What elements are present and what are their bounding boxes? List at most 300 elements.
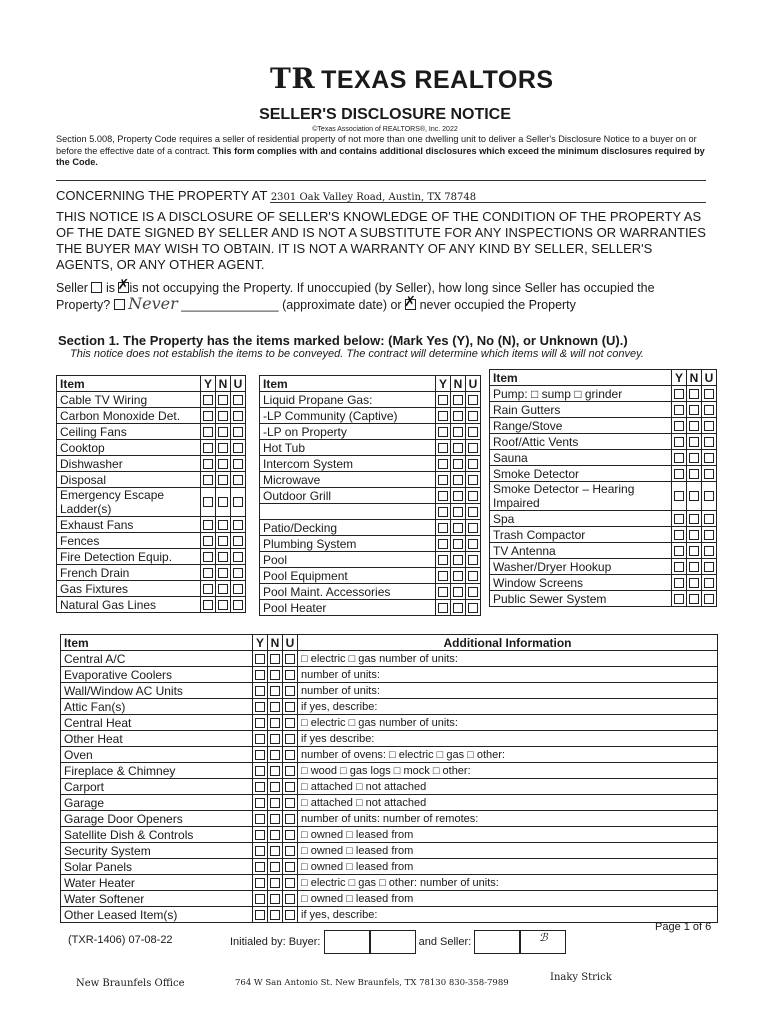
checkbox[interactable] <box>270 798 280 808</box>
y-checkbox-cell[interactable] <box>253 907 268 923</box>
checkbox[interactable] <box>468 443 478 453</box>
u-checkbox-cell[interactable] <box>231 392 246 408</box>
y-checkbox-cell[interactable] <box>672 543 687 559</box>
n-checkbox-cell[interactable] <box>216 424 231 440</box>
y-checkbox-cell[interactable] <box>672 434 687 450</box>
checkbox[interactable] <box>704 546 714 556</box>
checkbox[interactable] <box>270 862 280 872</box>
y-checkbox-cell[interactable] <box>436 584 451 600</box>
checkbox[interactable] <box>468 587 478 597</box>
checkbox[interactable] <box>689 546 699 556</box>
u-checkbox-cell[interactable] <box>283 859 298 875</box>
checkbox[interactable] <box>233 443 243 453</box>
n-checkbox-cell[interactable] <box>216 440 231 456</box>
checkbox[interactable] <box>689 530 699 540</box>
n-checkbox-cell[interactable] <box>451 440 466 456</box>
checkbox[interactable] <box>270 910 280 920</box>
checkbox[interactable] <box>438 523 448 533</box>
checkbox[interactable] <box>255 798 265 808</box>
u-checkbox-cell[interactable] <box>466 552 481 568</box>
checkbox[interactable] <box>438 459 448 469</box>
n-checkbox-cell[interactable] <box>268 731 283 747</box>
u-checkbox-cell[interactable] <box>231 488 246 517</box>
checkbox[interactable] <box>255 670 265 680</box>
y-checkbox-cell[interactable] <box>201 424 216 440</box>
checkbox[interactable] <box>270 846 280 856</box>
checkbox[interactable] <box>285 702 295 712</box>
checkbox[interactable] <box>468 571 478 581</box>
checkbox[interactable] <box>255 750 265 760</box>
n-checkbox-cell[interactable] <box>268 875 283 891</box>
n-checkbox-cell[interactable] <box>216 517 231 533</box>
n-checkbox-cell[interactable] <box>451 552 466 568</box>
n-checkbox-cell[interactable] <box>268 651 283 667</box>
property-address[interactable]: 2301 Oak Valley Road, Austin, TX 78748 <box>270 192 477 203</box>
u-checkbox-cell[interactable] <box>283 731 298 747</box>
checkbox[interactable] <box>453 587 463 597</box>
checkbox[interactable] <box>468 523 478 533</box>
u-checkbox-cell[interactable] <box>283 715 298 731</box>
u-checkbox-cell[interactable] <box>466 536 481 552</box>
y-checkbox-cell[interactable] <box>436 456 451 472</box>
u-checkbox-cell[interactable] <box>231 549 246 565</box>
checkbox[interactable] <box>689 437 699 447</box>
checkbox[interactable] <box>438 411 448 421</box>
checkbox[interactable] <box>704 578 714 588</box>
u-checkbox-cell[interactable] <box>283 747 298 763</box>
checkbox[interactable] <box>270 814 280 824</box>
checkbox[interactable] <box>689 469 699 479</box>
checkbox[interactable] <box>674 514 684 524</box>
y-checkbox-cell[interactable] <box>672 575 687 591</box>
n-checkbox-cell[interactable] <box>268 811 283 827</box>
n-checkbox-cell[interactable] <box>687 466 702 482</box>
u-checkbox-cell[interactable] <box>466 520 481 536</box>
checkbox[interactable] <box>270 670 280 680</box>
handwritten-never[interactable]: Never <box>128 294 178 313</box>
checkbox[interactable] <box>438 475 448 485</box>
u-checkbox-cell[interactable] <box>466 440 481 456</box>
checkbox[interactable] <box>674 530 684 540</box>
u-checkbox-cell[interactable] <box>283 779 298 795</box>
n-checkbox-cell[interactable] <box>687 543 702 559</box>
u-checkbox-cell[interactable] <box>231 424 246 440</box>
n-checkbox-cell[interactable] <box>268 795 283 811</box>
checkbox[interactable] <box>674 437 684 447</box>
checkbox[interactable] <box>438 395 448 405</box>
buyer-initial-2[interactable] <box>370 930 416 954</box>
checkbox[interactable] <box>203 475 213 485</box>
y-checkbox-cell[interactable] <box>201 456 216 472</box>
u-checkbox-cell[interactable] <box>702 543 717 559</box>
y-checkbox-cell[interactable] <box>672 482 687 511</box>
checkbox[interactable] <box>203 427 213 437</box>
checkbox[interactable] <box>203 584 213 594</box>
checkbox[interactable] <box>689 389 699 399</box>
checkbox[interactable] <box>468 411 478 421</box>
checkbox[interactable] <box>285 798 295 808</box>
checkbox[interactable] <box>255 702 265 712</box>
u-checkbox-cell[interactable] <box>466 408 481 424</box>
n-checkbox-cell[interactable] <box>216 408 231 424</box>
checkbox[interactable] <box>438 507 448 517</box>
checkbox[interactable] <box>270 654 280 664</box>
u-checkbox-cell[interactable] <box>231 440 246 456</box>
checkbox[interactable] <box>255 878 265 888</box>
n-checkbox-cell[interactable] <box>216 565 231 581</box>
checkbox[interactable] <box>285 686 295 696</box>
n-checkbox-cell[interactable] <box>216 488 231 517</box>
y-checkbox-cell[interactable] <box>672 418 687 434</box>
checkbox[interactable] <box>203 443 213 453</box>
seller-initial-1[interactable] <box>474 930 520 954</box>
n-checkbox-cell[interactable] <box>451 424 466 440</box>
checkbox[interactable] <box>438 571 448 581</box>
checkbox[interactable] <box>704 453 714 463</box>
y-checkbox-cell[interactable] <box>253 667 268 683</box>
y-checkbox-cell[interactable] <box>201 472 216 488</box>
checkbox[interactable] <box>218 552 228 562</box>
checkbox[interactable] <box>285 862 295 872</box>
n-checkbox-cell[interactable] <box>687 482 702 511</box>
checkbox[interactable] <box>285 750 295 760</box>
checkbox[interactable] <box>203 497 213 507</box>
checkbox[interactable] <box>218 497 228 507</box>
u-checkbox-cell[interactable] <box>466 504 481 520</box>
y-checkbox-cell[interactable] <box>436 504 451 520</box>
checkbox[interactable] <box>233 497 243 507</box>
additional-info[interactable]: □ attached □ not attached <box>298 795 718 811</box>
checkbox[interactable] <box>453 507 463 517</box>
checkbox[interactable] <box>704 562 714 572</box>
u-checkbox-cell[interactable] <box>702 434 717 450</box>
checkbox[interactable] <box>468 427 478 437</box>
checkbox[interactable] <box>233 395 243 405</box>
n-checkbox-cell[interactable] <box>687 511 702 527</box>
checkbox[interactable] <box>255 862 265 872</box>
y-checkbox-cell[interactable] <box>253 827 268 843</box>
y-checkbox-cell[interactable] <box>672 402 687 418</box>
y-checkbox-cell[interactable] <box>672 466 687 482</box>
y-checkbox-cell[interactable] <box>201 581 216 597</box>
y-checkbox-cell[interactable] <box>253 715 268 731</box>
u-checkbox-cell[interactable] <box>702 591 717 607</box>
n-checkbox-cell[interactable] <box>687 418 702 434</box>
y-checkbox-cell[interactable] <box>201 488 216 517</box>
additional-info[interactable]: if yes describe: <box>298 731 718 747</box>
u-checkbox-cell[interactable] <box>283 811 298 827</box>
u-checkbox-cell[interactable] <box>231 408 246 424</box>
checkbox[interactable] <box>270 734 280 744</box>
checkbox[interactable] <box>438 443 448 453</box>
additional-info[interactable]: number of ovens: □ electric □ gas □ other: <box>298 747 718 763</box>
u-checkbox-cell[interactable] <box>702 450 717 466</box>
checkbox[interactable] <box>704 469 714 479</box>
n-checkbox-cell[interactable] <box>216 392 231 408</box>
checkbox[interactable] <box>233 459 243 469</box>
checkbox[interactable] <box>233 568 243 578</box>
y-checkbox-cell[interactable] <box>253 763 268 779</box>
checkbox[interactable] <box>468 491 478 501</box>
checkbox[interactable] <box>438 427 448 437</box>
additional-info[interactable]: □ owned □ leased from <box>298 827 718 843</box>
u-checkbox-cell[interactable] <box>283 795 298 811</box>
checkbox[interactable] <box>285 734 295 744</box>
checkbox[interactable] <box>255 814 265 824</box>
checkbox[interactable] <box>255 686 265 696</box>
additional-info[interactable]: □ owned □ leased from <box>298 859 718 875</box>
checkbox[interactable] <box>270 686 280 696</box>
checkbox[interactable] <box>218 600 228 610</box>
checkbox[interactable] <box>453 539 463 549</box>
additional-info[interactable]: □ owned □ leased from <box>298 891 718 907</box>
checkbox[interactable] <box>674 578 684 588</box>
u-checkbox-cell[interactable] <box>702 418 717 434</box>
checkbox[interactable] <box>468 459 478 469</box>
u-checkbox-cell[interactable] <box>283 843 298 859</box>
checkbox[interactable] <box>468 555 478 565</box>
checkbox[interactable] <box>285 766 295 776</box>
checkbox[interactable] <box>438 603 448 613</box>
u-checkbox-cell[interactable] <box>702 402 717 418</box>
checkbox[interactable] <box>453 555 463 565</box>
checkbox[interactable] <box>674 405 684 415</box>
u-checkbox-cell[interactable] <box>283 875 298 891</box>
y-checkbox-cell[interactable] <box>201 517 216 533</box>
checkbox[interactable] <box>255 734 265 744</box>
y-checkbox-cell[interactable] <box>253 731 268 747</box>
y-checkbox-cell[interactable] <box>436 424 451 440</box>
u-checkbox-cell[interactable] <box>702 575 717 591</box>
checkbox[interactable] <box>233 475 243 485</box>
u-checkbox-cell[interactable] <box>231 456 246 472</box>
checkbox[interactable] <box>233 536 243 546</box>
y-checkbox-cell[interactable] <box>201 440 216 456</box>
checkbox[interactable] <box>255 718 265 728</box>
checkbox[interactable] <box>468 395 478 405</box>
checkbox[interactable] <box>285 878 295 888</box>
n-checkbox-cell[interactable] <box>451 584 466 600</box>
y-checkbox-cell[interactable] <box>253 843 268 859</box>
n-checkbox-cell[interactable] <box>451 392 466 408</box>
y-checkbox-cell[interactable] <box>436 488 451 504</box>
u-checkbox-cell[interactable] <box>466 392 481 408</box>
n-checkbox-cell[interactable] <box>216 581 231 597</box>
y-checkbox-cell[interactable] <box>436 600 451 616</box>
additional-info[interactable]: if yes, describe: <box>298 699 718 715</box>
checkbox[interactable] <box>285 670 295 680</box>
y-checkbox-cell[interactable] <box>201 549 216 565</box>
never-occupied-checkbox[interactable] <box>405 299 416 310</box>
additional-info[interactable]: □ wood □ gas logs □ mock □ other: <box>298 763 718 779</box>
checkbox[interactable] <box>270 782 280 792</box>
checkbox[interactable] <box>704 437 714 447</box>
checkbox[interactable] <box>453 427 463 437</box>
u-checkbox-cell[interactable] <box>466 600 481 616</box>
checkbox[interactable] <box>203 459 213 469</box>
y-checkbox-cell[interactable] <box>253 779 268 795</box>
u-checkbox-cell[interactable] <box>231 581 246 597</box>
n-checkbox-cell[interactable] <box>268 907 283 923</box>
y-checkbox-cell[interactable] <box>201 533 216 549</box>
checkbox[interactable] <box>689 453 699 463</box>
checkbox[interactable] <box>270 750 280 760</box>
checkbox[interactable] <box>453 475 463 485</box>
additional-info[interactable]: □ attached □ not attached <box>298 779 718 795</box>
y-checkbox-cell[interactable] <box>201 597 216 613</box>
y-checkbox-cell[interactable] <box>436 568 451 584</box>
n-checkbox-cell[interactable] <box>268 779 283 795</box>
y-checkbox-cell[interactable] <box>672 559 687 575</box>
u-checkbox-cell[interactable] <box>283 763 298 779</box>
n-checkbox-cell[interactable] <box>268 683 283 699</box>
checkbox[interactable] <box>203 600 213 610</box>
u-checkbox-cell[interactable] <box>283 683 298 699</box>
u-checkbox-cell[interactable] <box>231 517 246 533</box>
checkbox[interactable] <box>218 395 228 405</box>
y-checkbox-cell[interactable] <box>253 811 268 827</box>
u-checkbox-cell[interactable] <box>283 891 298 907</box>
u-checkbox-cell[interactable] <box>702 386 717 402</box>
checkbox[interactable] <box>453 603 463 613</box>
additional-info[interactable]: □ owned □ leased from <box>298 843 718 859</box>
u-checkbox-cell[interactable] <box>466 488 481 504</box>
y-checkbox-cell[interactable] <box>201 565 216 581</box>
y-checkbox-cell[interactable] <box>253 891 268 907</box>
checkbox[interactable] <box>203 520 213 530</box>
checkbox[interactable] <box>453 395 463 405</box>
n-checkbox-cell[interactable] <box>687 559 702 575</box>
y-checkbox-cell[interactable] <box>253 747 268 763</box>
n-checkbox-cell[interactable] <box>451 472 466 488</box>
checkbox[interactable] <box>218 443 228 453</box>
checkbox[interactable] <box>233 600 243 610</box>
u-checkbox-cell[interactable] <box>231 533 246 549</box>
checkbox[interactable] <box>285 654 295 664</box>
y-checkbox-cell[interactable] <box>672 591 687 607</box>
n-checkbox-cell[interactable] <box>268 827 283 843</box>
u-checkbox-cell[interactable] <box>702 466 717 482</box>
y-checkbox-cell[interactable] <box>672 511 687 527</box>
checkbox[interactable] <box>255 654 265 664</box>
y-checkbox-cell[interactable] <box>253 875 268 891</box>
checkbox[interactable] <box>255 846 265 856</box>
is-not-occupying-checkbox[interactable] <box>118 282 129 293</box>
additional-info[interactable]: number of units: number of remotes: <box>298 811 718 827</box>
n-checkbox-cell[interactable] <box>268 747 283 763</box>
checkbox[interactable] <box>468 603 478 613</box>
checkbox[interactable] <box>674 421 684 431</box>
n-checkbox-cell[interactable] <box>268 891 283 907</box>
u-checkbox-cell[interactable] <box>283 651 298 667</box>
u-checkbox-cell[interactable] <box>466 568 481 584</box>
checkbox[interactable] <box>285 894 295 904</box>
occupied-date-checkbox[interactable] <box>114 299 125 310</box>
checkbox[interactable] <box>218 475 228 485</box>
checkbox[interactable] <box>674 546 684 556</box>
checkbox[interactable] <box>689 578 699 588</box>
n-checkbox-cell[interactable] <box>451 504 466 520</box>
checkbox[interactable] <box>270 830 280 840</box>
n-checkbox-cell[interactable] <box>268 699 283 715</box>
checkbox[interactable] <box>285 910 295 920</box>
checkbox[interactable] <box>453 523 463 533</box>
buyer-initial-1[interactable] <box>324 930 370 954</box>
checkbox[interactable] <box>270 878 280 888</box>
y-checkbox-cell[interactable] <box>253 859 268 875</box>
n-checkbox-cell[interactable] <box>268 843 283 859</box>
y-checkbox-cell[interactable] <box>436 472 451 488</box>
u-checkbox-cell[interactable] <box>231 597 246 613</box>
additional-info[interactable]: if yes, describe: <box>298 907 718 923</box>
checkbox[interactable] <box>689 594 699 604</box>
u-checkbox-cell[interactable] <box>283 907 298 923</box>
n-checkbox-cell[interactable] <box>216 472 231 488</box>
y-checkbox-cell[interactable] <box>253 651 268 667</box>
y-checkbox-cell[interactable] <box>201 392 216 408</box>
u-checkbox-cell[interactable] <box>702 527 717 543</box>
checkbox[interactable] <box>689 514 699 524</box>
additional-info[interactable]: □ electric □ gas number of units: <box>298 715 718 731</box>
n-checkbox-cell[interactable] <box>451 408 466 424</box>
is-occupying-checkbox[interactable] <box>91 282 102 293</box>
u-checkbox-cell[interactable] <box>231 472 246 488</box>
n-checkbox-cell[interactable] <box>687 527 702 543</box>
checkbox[interactable] <box>453 491 463 501</box>
checkbox[interactable] <box>270 702 280 712</box>
checkbox[interactable] <box>438 587 448 597</box>
u-checkbox-cell[interactable] <box>466 424 481 440</box>
additional-info[interactable]: number of units: <box>298 667 718 683</box>
n-checkbox-cell[interactable] <box>687 575 702 591</box>
checkbox[interactable] <box>674 469 684 479</box>
n-checkbox-cell[interactable] <box>451 520 466 536</box>
checkbox[interactable] <box>285 782 295 792</box>
y-checkbox-cell[interactable] <box>436 392 451 408</box>
n-checkbox-cell[interactable] <box>687 591 702 607</box>
n-checkbox-cell[interactable] <box>687 450 702 466</box>
u-checkbox-cell[interactable] <box>702 511 717 527</box>
y-checkbox-cell[interactable] <box>436 552 451 568</box>
checkbox[interactable] <box>203 395 213 405</box>
u-checkbox-cell[interactable] <box>466 584 481 600</box>
checkbox[interactable] <box>674 389 684 399</box>
checkbox[interactable] <box>218 584 228 594</box>
y-checkbox-cell[interactable] <box>253 683 268 699</box>
y-checkbox-cell[interactable] <box>253 699 268 715</box>
checkbox[interactable] <box>689 421 699 431</box>
checkbox[interactable] <box>704 514 714 524</box>
y-checkbox-cell[interactable] <box>436 520 451 536</box>
n-checkbox-cell[interactable] <box>451 600 466 616</box>
checkbox[interactable] <box>285 718 295 728</box>
checkbox[interactable] <box>218 459 228 469</box>
checkbox[interactable] <box>270 718 280 728</box>
checkbox[interactable] <box>468 539 478 549</box>
n-checkbox-cell[interactable] <box>268 859 283 875</box>
checkbox[interactable] <box>704 491 714 501</box>
checkbox[interactable] <box>704 405 714 415</box>
checkbox[interactable] <box>270 766 280 776</box>
n-checkbox-cell[interactable] <box>216 533 231 549</box>
additional-info[interactable]: □ electric □ gas □ other: number of units: <box>298 875 718 891</box>
checkbox[interactable] <box>233 520 243 530</box>
checkbox[interactable] <box>255 766 265 776</box>
n-checkbox-cell[interactable] <box>216 549 231 565</box>
checkbox[interactable] <box>674 453 684 463</box>
checkbox[interactable] <box>674 594 684 604</box>
checkbox[interactable] <box>233 552 243 562</box>
